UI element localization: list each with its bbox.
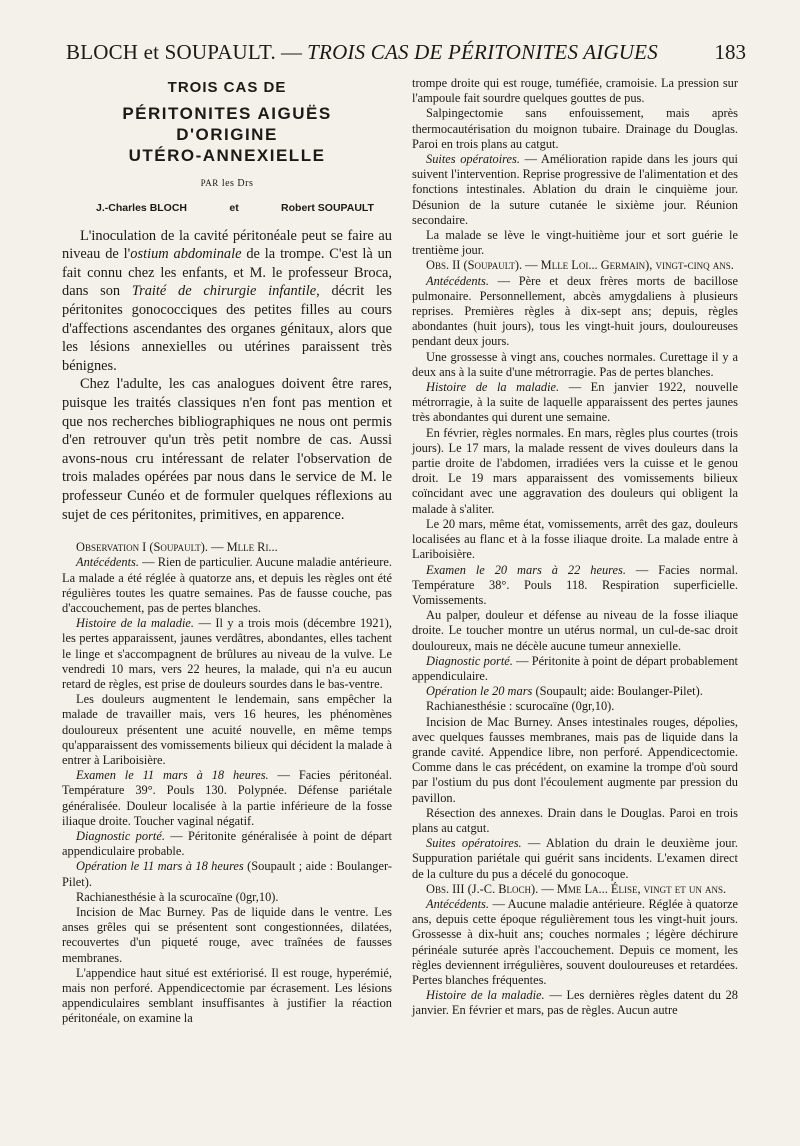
page-number: 183 [714,40,746,64]
obs1-leve: La malade se lève le vingt-huitième jour et sort guérie le trentième jour. [412,228,738,258]
obs3-antecedents-text: — Aucune maladie antérieure. Réglée à quatorze ans, depuis cette époque régulièrement tous les vingt-huit jours. Grossesse à dix-huit ans; couches normales ; légère déchirure périnéale suturée après l'accouchement. Depuis ce moment, les règles deviennent irrégulières, souvent douloureuses et retardées. Pertes blanches fréquentes. [412,896,738,987]
spacer [62,524,392,540]
obs1-suites-text: — Amélioration rapide dans les jours qui suivent l'intervention. Reprise progressive de l'alimentation et des fonctions intestinales. Ablation du drain le cinquième jour. Désunion de la suture cutanée le sixième jour. Réunion secondaire. [412,152,738,227]
title-line-3: D'ORIGINE [176,125,278,145]
obs2-operation-label: Opération le 20 mars [426,684,533,699]
intro-paragraph-1 [62,227,392,376]
obs2-grossesse: Une grossesse à vingt ans, couches normales. Curettage il y a deux ans à la suite d'une métrorragie. Pas de pertes blanches. [412,349,738,379]
obs1-examen [62,768,392,829]
running-header-left [66,40,658,65]
obs1-diagnostic [62,829,392,859]
header-running-title: TROIS CAS DE PÉRITONITES AIGUES [307,40,658,64]
author-2: Robert SOUPAULT [281,202,374,215]
introduction [62,227,392,525]
obs2-incision: Incision de Mac Burney. Anses intestinales rouges, dépolies, avec quelques fausses membranes, mais pas de liquide dans la grande cavité. Appendice libre, non perforé. Appendicectomie. Comme dans le cas précédent, on examine la trompe d'où sourd par l'ostium du pus dont l'écoulement augmente par pression du pavillon. [412,714,738,805]
obs2-le20: Le 20 mars, même état, vomissements, arrêt des gaz, douleurs localisées au flanc et à la fosse iliaque droite. La malade entre à Lariboisière. [412,516,738,562]
obs1-histoire-label: Histoire de la maladie. [76,616,194,631]
left-column [62,76,392,1027]
obs1-diag-label: Diagnostic porté. [76,828,165,843]
obs3-histoire-label: Histoire de la maladie. [426,988,545,1003]
obs1-operation-text: (Soupault ; aide : Boulanger-Pilet). [62,859,392,889]
obs2-rachi: Rachianesthésie : scurocaïne (0gr,10). [426,699,615,714]
obs2-palper: Au palper, douleur et défense au niveau de la fosse iliaque droite. Le toucher montre un utérus normal, un cul-de-sac droit douloureux, mais ne décèle aucune tumeur annexielle. [412,608,738,653]
obs1-histoire [62,616,392,692]
obs1-salpingectomie: Salpingectomie sans enfouissement, mais après thermocautérisation du moignon tubaire. Drainage du Douglas. Paroi en trois plans au catgut. [412,106,738,151]
obs1-antecedents-text: — Rien de particulier. Aucune maladie antérieure. La malade a été réglée à quatorze ans, et depuis les règles ont été régulières toutes les quatre semaines. Pas de fausse couche, pas d'accouchement, pas de pertes blanches. [62,555,392,615]
header-authors: BLOCH et SOUPAULT. [66,40,276,64]
byline [62,176,392,191]
obs1-antecedents-label: Antécédents. [76,555,139,570]
obs3-antecedents-label: Antécédents. [426,896,489,911]
intro-p1-a: L'inoculation de la cavité péritonéale peut se faire au niveau de l' [62,227,392,263]
obs2-suites-text: — Ablation du drain le deuxième jour. Suppuration pariétale qui guérit sans incidents. L'examen direct de la culture du pus a décelé du gonocoque. [412,836,738,881]
obs2-histoire-text: — En janvier 1922, nouvelle métrorragie, à la suite de laquelle apparaissent des pertes jaunes très abondantes qui durent une semaine. [412,380,739,425]
obs2-antecedents [412,274,738,350]
intro-p1-traite: Traité de chirurgie infantile [131,283,317,300]
obs2-fevrier: En février, règles normales. En mars, règles plus courtes (trois jours). Le 17 mars, la malade ressent de vives douleurs dans la partie droite de l'abdomen, irradiées vers la cuisse et le genou droit. Le 19 mars apparaissent des vomissements bilieux coïncidant avec une aggravation des douleurs qui obligent la malade à s'aliter. [412,425,738,516]
right-column [412,76,738,1019]
obs3-histoire-text: — Les dernières règles datent du 28 janvier. En février et mars, pas de règles. Aucun autre [412,988,738,1018]
obs3-histoire [412,988,738,1018]
obs1-examen-text: — Facies péritonéal. Température 39°. Pouls 130. Polypnée. Défense pariétale généralisée. Douleur localisée à la partie inférieure de la fosse iliaque droite. Toucher vaginal négatif. [62,768,392,828]
title-line-1: TROIS CAS DE [167,79,287,96]
author-et: et [229,202,239,215]
obs1-douleurs: Les douleurs augmentent le lendemain, sans empêcher la malade de travailler mais, vers 16 heures, les phénomènes douloureux présentent une acuité nouvelle, en même temps qu'apparaissent des vomissements bilieux qui décident la malade à entrer à Lariboisière. [62,692,392,767]
obs1-examen-label: Examen le 11 mars à 18 heures. [76,768,269,783]
obs1-antecedents [62,555,392,616]
intro-paragraph-2: Chez l'adulte, les cas analogues doivent être rares, puisque les traités classiques n'en font pas mention et que nos recherches bibliographiques ne nous ont permis d'en retrouver qu'un très petit nombre de cas. Aussi avons-nous cru intéressant de relater l'observation de trois malades opérées par nous dans le service de M. le professeur Cunéo et de formuler quelques réflexions au sujet de ces péritonites, primitives, en apparence. [62,376,392,523]
obs1-operation-label: Opération le 11 mars à 18 heures [76,859,244,874]
obs2-diag-text: — Péritonite à point de départ probablement appendiculaire. [412,653,738,683]
obs1-incision: Incision de Mac Burney. Pas de liquide dans le ventre. Les anses grêles qui se présentent sont congestionnées, dilatées, recouvertes d'un piqueté rouge, avec traînées de fausses membranes. [62,904,392,965]
obs3-heading: Obs. III (J.-C. Bloch). — Mme La... Élise, vingt et un ans. [426,881,727,896]
byline-drs: les Drs [221,178,254,190]
obs1-rachi: Rachianesthésie à la scurocaïne (0gr,10). [76,889,279,904]
obs1-trompe: trompe droite qui est rouge, tuméfiée, cramoisie. La pression sur l'ampoule fait sourdre quelques gouttes de pus. [412,76,738,106]
obs2-histoire-label: Histoire de la maladie. [426,380,560,395]
intro-p1-ostium: ostium abdominale [130,246,242,263]
obs2-examen [412,563,738,609]
article-title [62,80,392,166]
obs2-histoire [412,380,738,426]
obs1-suites [412,152,738,228]
author-1: J.-Charles BLOCH [96,202,188,215]
obs3-antecedents [412,897,738,988]
authors-line [62,201,392,216]
obs2-suites-label: Suites opératoires. [426,836,522,851]
obs2-antecedents-label: Antécédents. [426,273,489,288]
obs2-diagnostic [412,654,738,684]
obs1-appendice: L'appendice haut situé est extériorisé. Il est rouge, hyperémié, mais non perforé. Appendicectomie par écrasement. Les lésions appendiculaires semblant insuffisantes à justifier la réaction péritonéale, on examine la [62,965,392,1026]
obs2-antecedents-text: — Père et deux frères morts de bacillose pulmonaire. Personnellement, abcès amygdaliens à plusieurs reprises. Premières règles à dix-sept ans; depuis, règles abondantes (huit jours), tous les vingt-huit jours, douloureuses pendant deux jours. [412,273,738,349]
byline-par: PAR [200,178,219,189]
obs2-operation-text: (Soupault; aide: Boulanger-Pilet). [532,684,703,699]
obs2-diag-label: Diagnostic porté. [426,653,513,668]
obs1-heading: Observation I (Soupault). — Mlle Ri... [76,540,278,555]
title-line-4: UTÉRO-ANNEXIELLE [128,146,326,166]
obs1-histoire-text: — Il y a trois mois (décembre 1921), les pertes apparaissent, jaunes verdâtres, abondantes, elles tachent le linge et s'accompagnent de brûlures au niveau de la vulve. Le vendredi 10 mars, vers 22 heures, la malade, qui n'a eu aucun retard de règles, est prise de douleurs sourdes dans le bas-ventre. [62,616,392,691]
obs2-operation [412,684,738,699]
intro-p1-b: de la trompe. C'est là un fait connu chez les enfants, et M. le professeur Broca, dans son [62,246,392,300]
obs2-heading: Obs. II (Soupault). — Mlle Loi... Germain), vingt-cinq ans. [426,258,734,273]
obs1-suites-label: Suites opératoires. [426,152,520,167]
header-dash: — [280,40,303,64]
obs2-examen-text: — Facies normal. Température 38°. Pouls 118. Respiration superficielle. Vomissements. [412,562,738,607]
obs2-examen-label: Examen le 20 mars à 22 heures. [426,562,626,577]
obs2-resection: Résection des annexes. Drain dans le Douglas. Paroi en trois plans au catgut. [412,805,738,835]
running-header [66,40,746,65]
obs2-suites [412,836,738,882]
obs1-diag-text: — Péritonite généralisée à point de départ appendiculaire probable. [62,828,392,859]
title-line-2: PÉRITONITES AIGUËS [122,104,332,124]
obs1-operation [62,859,392,889]
intro-p1-c: , décrit les péritonites gonococciques des petites filles au cours d'affections ascendantes des organes génitaux, alors que les lésions annexielles ou utérines paraissent très bénignes. [62,283,392,374]
